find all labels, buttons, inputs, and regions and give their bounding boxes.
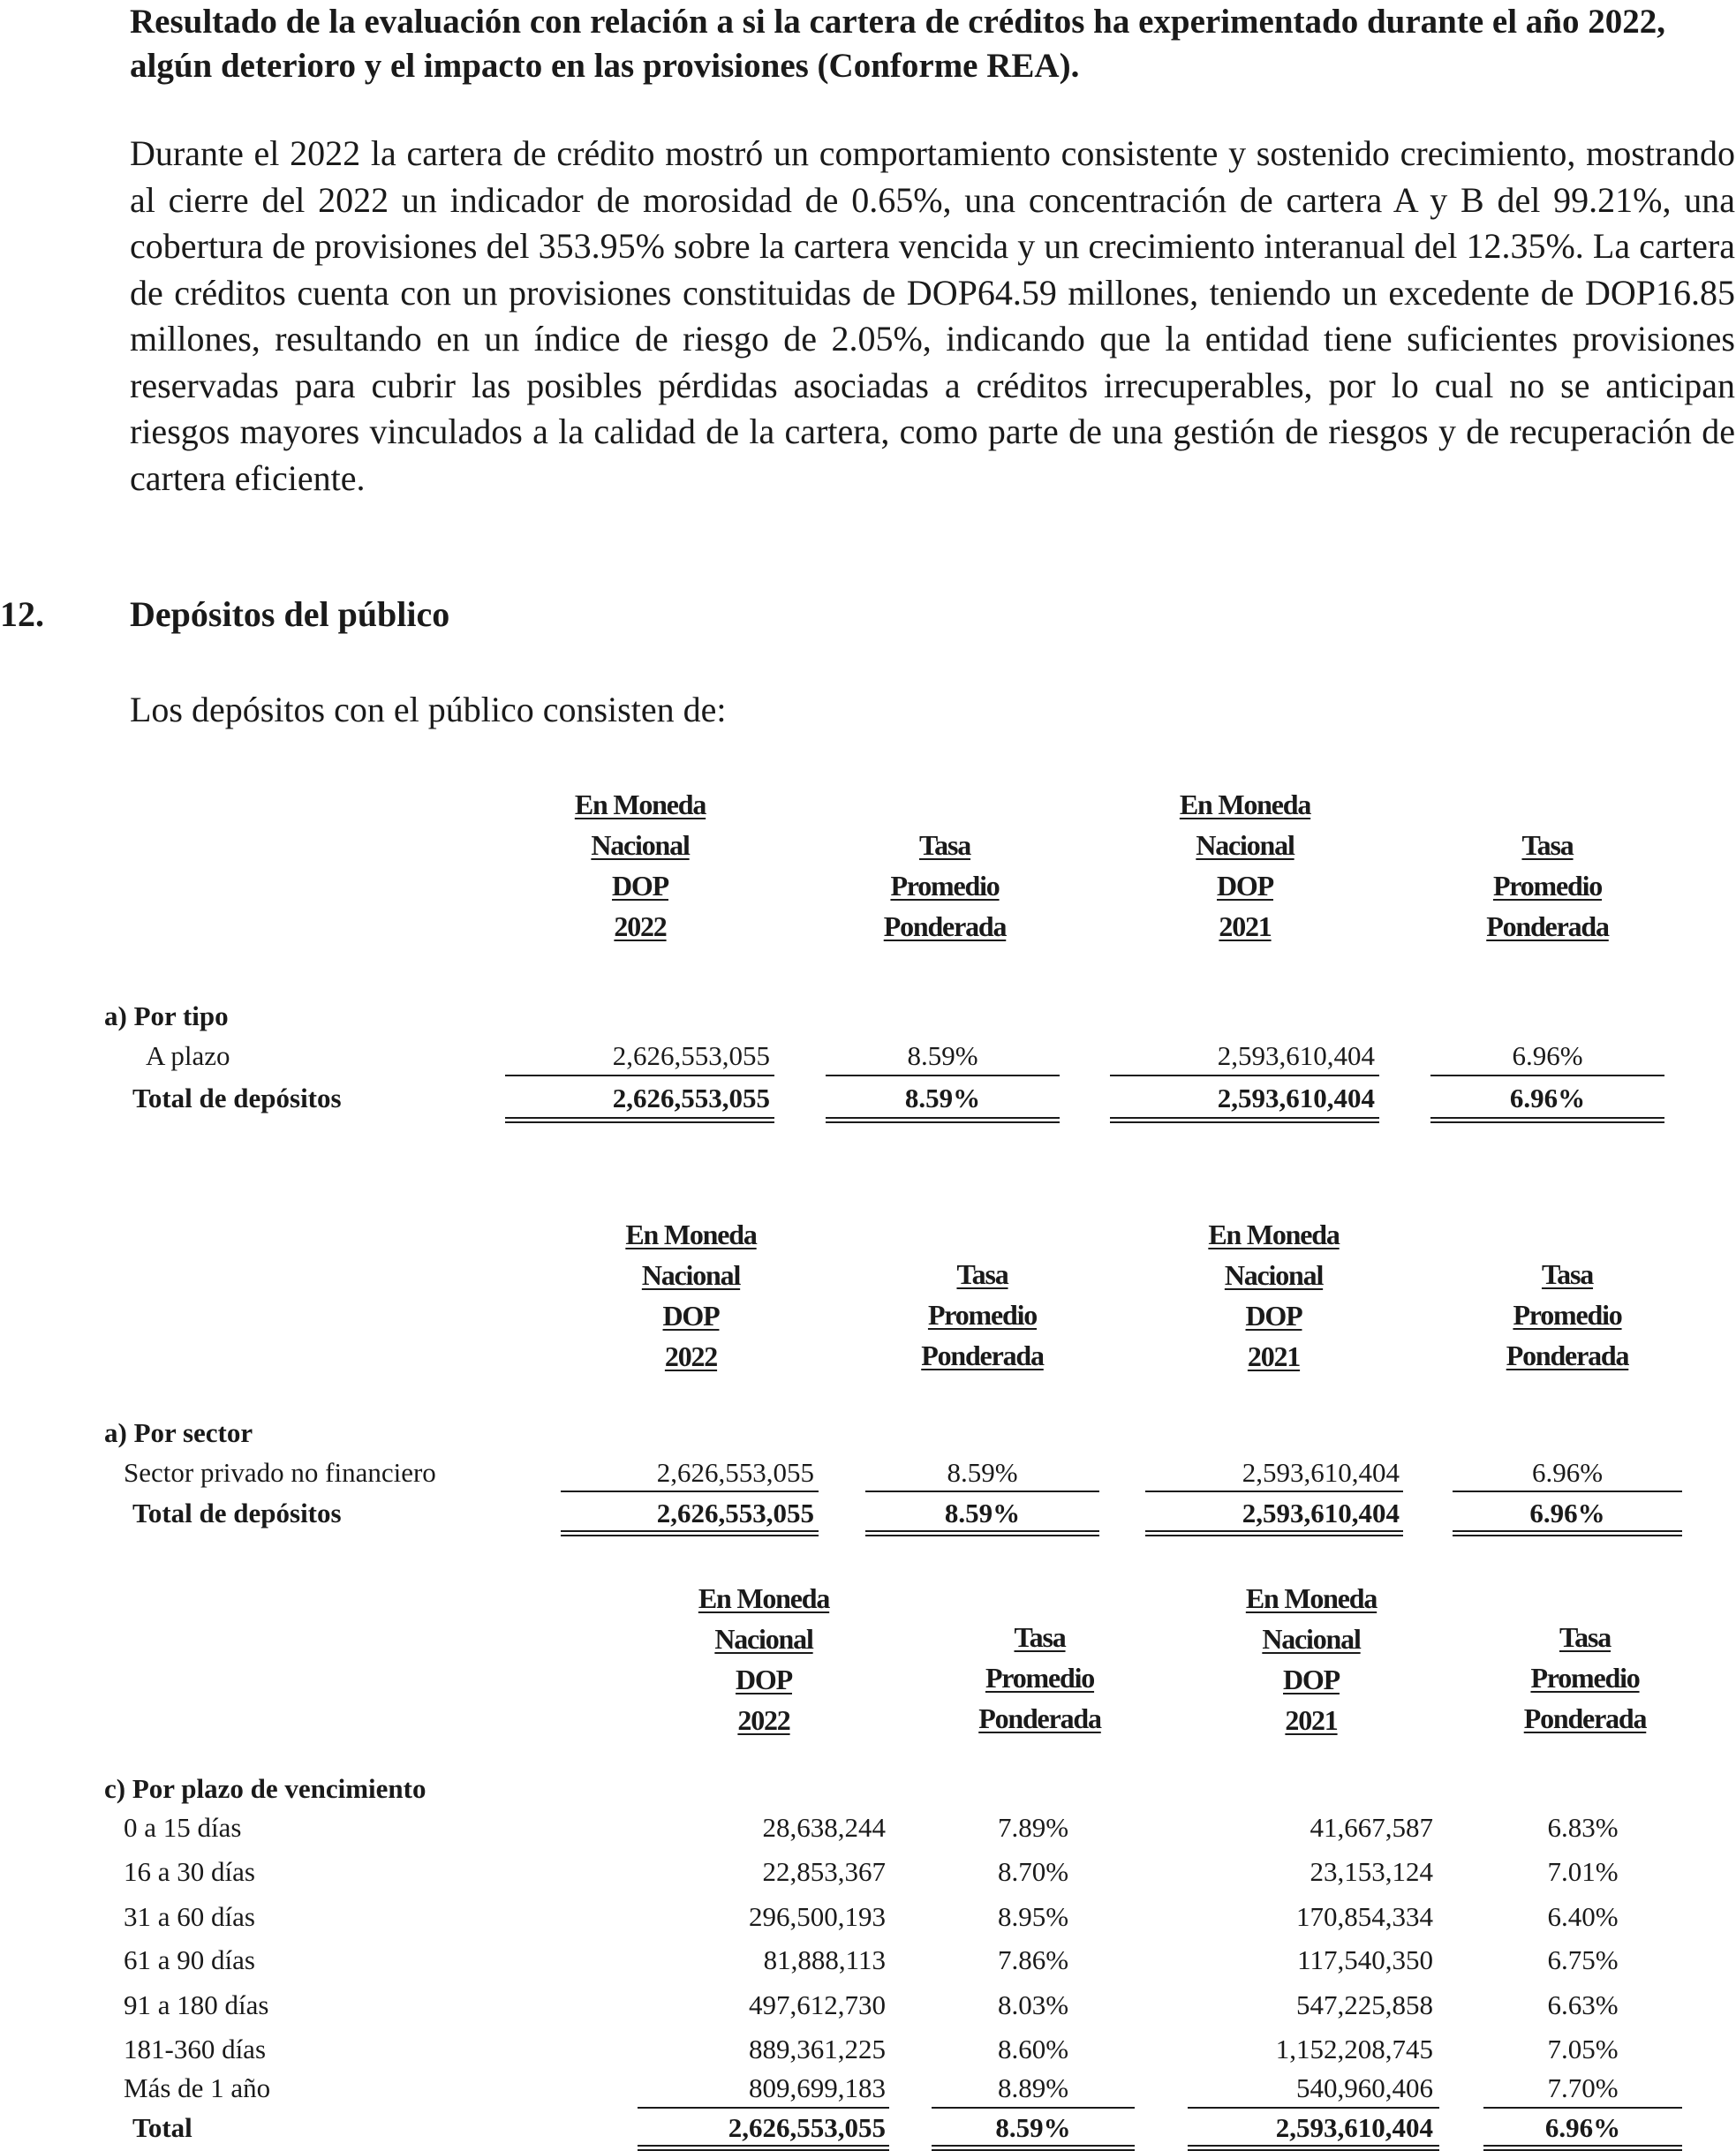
section-intro: Los depósitos con el público consisten de: bbox=[130, 690, 727, 729]
table-cell-r2: 7.01% bbox=[1547, 1856, 1619, 1887]
table-cell-r1: 7.86% bbox=[997, 1944, 1069, 1975]
header-rate-2021: Tasa Promedio Ponderada bbox=[1506, 1258, 1629, 1371]
table-cell-r1: 8.60% bbox=[997, 2034, 1069, 2064]
header-rate-2022: Tasa Promedio Ponderada bbox=[978, 1621, 1101, 1734]
header-dop-2021: En Moneda Nacional DOP 2021 bbox=[1245, 1582, 1377, 1736]
header-dop-2021: En Moneda Nacional DOP 2021 bbox=[1179, 789, 1311, 942]
table-cell-v2: 540,960,406 bbox=[1296, 2072, 1433, 2103]
table-cell-r2: 6.75% bbox=[1547, 1944, 1619, 1975]
table-cell-v2: 117,540,350 bbox=[1297, 1944, 1433, 1975]
table-cell-label: 31 a 60 días bbox=[124, 1901, 255, 1932]
table-cell-v1: 22,853,367 bbox=[762, 1856, 886, 1887]
section-title: Depósitos del público bbox=[130, 594, 450, 634]
table-cell-label: 91 a 180 días bbox=[124, 1989, 269, 2020]
table-cell-v2: 170,854,334 bbox=[1296, 1901, 1433, 1932]
table-cell-r1: 8.03% bbox=[997, 1989, 1069, 2020]
evaluation-heading: Resultado de la evaluación con relación a si la cartera de créditos ha experimentado durante el año 2022, algún deterioro y el impacto en las provisiones (Conforme REA). bbox=[130, 3, 1665, 85]
table-cell-r1: 8.89% bbox=[997, 2072, 1069, 2103]
table-cell-label: 61 a 90 días bbox=[124, 1944, 255, 1975]
table-cell-r1: 8.95% bbox=[997, 1901, 1069, 1932]
header-dop-2022: En Moneda Nacional DOP 2022 bbox=[698, 1582, 830, 1736]
table-cell-r1: 7.89% bbox=[997, 1812, 1069, 1843]
table-cell-r2: 6.63% bbox=[1547, 1989, 1619, 2020]
table-cell-label: 181-360 días bbox=[124, 2034, 267, 2064]
table-title: a) Por sector bbox=[104, 1417, 253, 1448]
table-title: a) Por tipo bbox=[104, 1000, 229, 1031]
table-cell-r1: 8.70% bbox=[997, 1856, 1069, 1887]
table-title: c) Por plazo de vencimiento bbox=[104, 1773, 426, 1804]
table-cell-label: 16 a 30 días bbox=[124, 1856, 255, 1887]
table-cell-r2: 6.40% bbox=[1547, 1901, 1619, 1932]
section-number: 12. bbox=[0, 594, 44, 634]
table-cell-v1: 296,500,193 bbox=[749, 1901, 886, 1932]
evaluation-paragraph: Durante el 2022 la cartera de crédito mostró un comportamiento consistente y sostenido crecimiento, mostrando al cierre del 2022 un indicador de morosidad de 0.65%, una concentración de cartera A y B del 99.21%, una cobertura de provisiones del 353.95% sobre la cartera vencida y un crecimiento interanual del 12.35%. La cartera de créditos cuenta con un provisiones constituidas de DOP64.59 millones, teniendo un excedente de DOP16.85 millones, resultando en un índice de riesgo de 2.05%, indicando que la entidad tiene suficientes provisiones reservadas para cubrir las posibles pérdidas asociadas a créditos irrecuperables, por lo cual no se anticipan riesgos mayores vinculados a la calidad de la cartera, como parte de una gestión de riesgos y de recuperación de cartera eficiente. bbox=[130, 133, 1735, 498]
table-cell-r2: 6.83% bbox=[1547, 1812, 1619, 1843]
header-dop-2021: En Moneda Nacional DOP 2021 bbox=[1208, 1219, 1340, 1372]
table-cell-v2: 547,225,858 bbox=[1296, 1989, 1433, 2020]
header-dop-2022: En Moneda Nacional DOP 2022 bbox=[574, 789, 706, 942]
header-rate-2021: Tasa Promedio Ponderada bbox=[1523, 1621, 1647, 1734]
table-cell-r2: 7.05% bbox=[1547, 2034, 1619, 2064]
table-cell-label: Más de 1 año bbox=[124, 2072, 271, 2103]
table-cell-v1: 809,699,183 bbox=[749, 2072, 886, 2103]
header-rate-2022: Tasa Promedio Ponderada bbox=[921, 1258, 1044, 1371]
table-cell-v2: 1,152,208,745 bbox=[1275, 2034, 1433, 2064]
table-cell-v1: 497,612,730 bbox=[749, 1989, 886, 2020]
table-cell-v1: 889,361,225 bbox=[749, 2034, 886, 2064]
table-cell-r2: 7.70% bbox=[1547, 2072, 1619, 2103]
header-dop-2022: En Moneda Nacional DOP 2022 bbox=[625, 1219, 757, 1372]
header-rate-2021: Tasa Promedio Ponderada bbox=[1486, 829, 1609, 942]
table-cell-v2: 41,667,587 bbox=[1310, 1812, 1433, 1843]
table-cell-label: 0 a 15 días bbox=[124, 1812, 242, 1843]
table-cell-v1: 28,638,244 bbox=[762, 1812, 886, 1843]
header-rate-2022: Tasa Promedio Ponderada bbox=[883, 829, 1007, 942]
table-cell-v1: 81,888,113 bbox=[763, 1944, 886, 1975]
table-cell-v2: 23,153,124 bbox=[1310, 1856, 1433, 1887]
